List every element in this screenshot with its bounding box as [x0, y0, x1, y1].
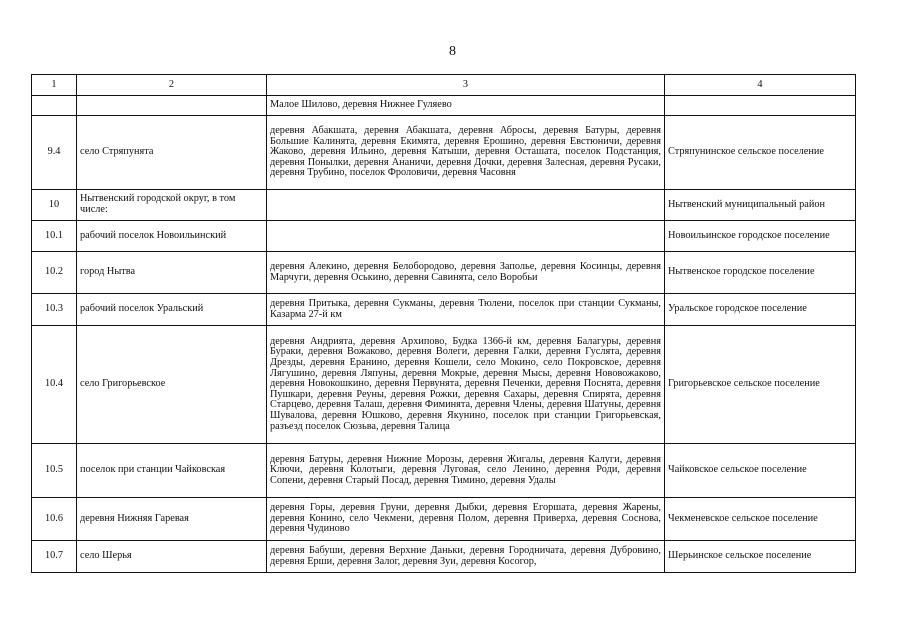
included-settlements: деревня Андрията, деревня Архипово, Будка 1366-й км, деревня Балагуры, деревня Бураки, деревня Вожаково, деревня Волеги, деревня Галки, деревня Гуслята, деревня Дрезды, деревня Еранино, деревня Кошели, село Мокино, село Покровское, деревня Лягушино, деревня Ляпуны, деревня Мокрые, деревня Мысы, деревня Нововожаково, деревня Новокошкино, деревня Первунята, деревня Печенки, деревня Поснята, деревня Пушкари, деревня Реуны, деревня Рожки, деревня Сахары, деревня Спирята, деревня Старцево, деревня Талаш, деревня Фиминята, деревня Члены, деревня Шатуны, деревня Шувалова, деревня Юшково, деревня Якунино, поселок при станции Григорьевская, разъезд поселок Сюзьва, деревня Талица [267, 326, 665, 444]
row-number: 10.6 [32, 498, 77, 541]
settlement-center: поселок при станции Чайковская [77, 444, 267, 498]
table-row [32, 541, 856, 573]
column-header: 4 [665, 75, 856, 96]
included-settlements: деревня Абакшата, деревня Абакшата, деревня Абросы, деревня Батуры, деревня Большие Калинята, деревня Екимята, деревня Ерошино, деревня Евстюничи, деревня Жаково, деревня Ильино, деревня Катыши, деревня Осташата, поселок Подстанция, деревня Понылки, деревня Ананичи, деревня Дочки, деревня Залесная, деревня Русаки, деревня Трубино, поселок Фроловичи, деревня Часовня [267, 116, 665, 190]
municipal-formation: Новоильинское городское поселение [665, 221, 856, 252]
table-row [32, 498, 856, 541]
settlement-center: деревня Нижняя Гаревая [77, 498, 267, 541]
settlement-center: Нытвенский городской округ, в том числе: [77, 190, 267, 221]
municipal-formation: Стряпунинское сельское поселение [665, 116, 856, 190]
settlement-center: село Шерья [77, 541, 267, 573]
table-row [32, 221, 856, 252]
settlement-center: рабочий поселок Новоильинский [77, 221, 267, 252]
column-header: 1 [32, 75, 77, 96]
municipal-formation: Нытвенский муниципальный район [665, 190, 856, 221]
settlement-center: село Стряпунята [77, 116, 267, 190]
row-number [32, 96, 77, 116]
included-settlements: Малое Шилово, деревня Нижнее Гуляево [267, 96, 665, 116]
included-settlements [267, 221, 665, 252]
row-number: 10.4 [32, 326, 77, 444]
municipal-formation: Чекменевское сельское поселение [665, 498, 856, 541]
row-number: 10.1 [32, 221, 77, 252]
settlement-center: город Нытва [77, 252, 267, 294]
included-settlements: деревня Алекино, деревня Белобородово, деревня Заполье, деревня Косинцы, деревня Марчуги, деревня Оськино, деревня Савинята, село Воробьи [267, 252, 665, 294]
row-number: 10 [32, 190, 77, 221]
page-number: 8 [449, 44, 456, 59]
row-number: 10.5 [32, 444, 77, 498]
table-row [32, 96, 856, 116]
table-row [32, 444, 856, 498]
municipal-formation: Нытвенское городское поселение [665, 252, 856, 294]
settlement-center: село Григорьевское [77, 326, 267, 444]
settlement-center [77, 96, 267, 116]
included-settlements [267, 190, 665, 221]
municipal-formation: Чайковское сельское поселение [665, 444, 856, 498]
settlement-center: рабочий поселок Уральский [77, 294, 267, 326]
settlements-table [31, 74, 856, 573]
municipal-formation [665, 96, 856, 116]
included-settlements: деревня Батуры, деревня Нижние Морозы, деревня Жигалы, деревня Калуги, деревня Ключи, деревня Колотыги, деревня Луговая, село Ленино, деревня Роди, деревня Сопени, деревня Старый Посад, деревня Тимино, деревня Удалы [267, 444, 665, 498]
table-row [32, 190, 856, 221]
row-number: 10.7 [32, 541, 77, 573]
row-number: 10.2 [32, 252, 77, 294]
table-header-row [32, 75, 856, 96]
table-row [32, 326, 856, 444]
included-settlements: деревня Притыка, деревня Сукманы, деревня Тюлени, поселок при станции Сукманы, Казарма 27-й км [267, 294, 665, 326]
table-row [32, 294, 856, 326]
row-number: 10.3 [32, 294, 77, 326]
column-header: 2 [77, 75, 267, 96]
column-header: 3 [267, 75, 665, 96]
table-row [32, 252, 856, 294]
included-settlements: деревня Бабуши, деревня Верхние Даньки, деревня Городничата, деревня Дубровино, деревня Ерши, деревня Залог, деревня Зуи, деревня Косогор, [267, 541, 665, 573]
table-row [32, 116, 856, 190]
municipal-formation: Уральское городское поселение [665, 294, 856, 326]
row-number: 9.4 [32, 116, 77, 190]
municipal-formation: Григорьевское сельское поселение [665, 326, 856, 444]
municipal-formation: Шерьинское сельское поселение [665, 541, 856, 573]
included-settlements: деревня Горы, деревня Груни, деревня Дыбки, деревня Егоршата, деревня Жарены, деревня Конино, село Чекмени, деревня Полом, деревня Приверха, деревня Соснова, деревня Чудиново [267, 498, 665, 541]
